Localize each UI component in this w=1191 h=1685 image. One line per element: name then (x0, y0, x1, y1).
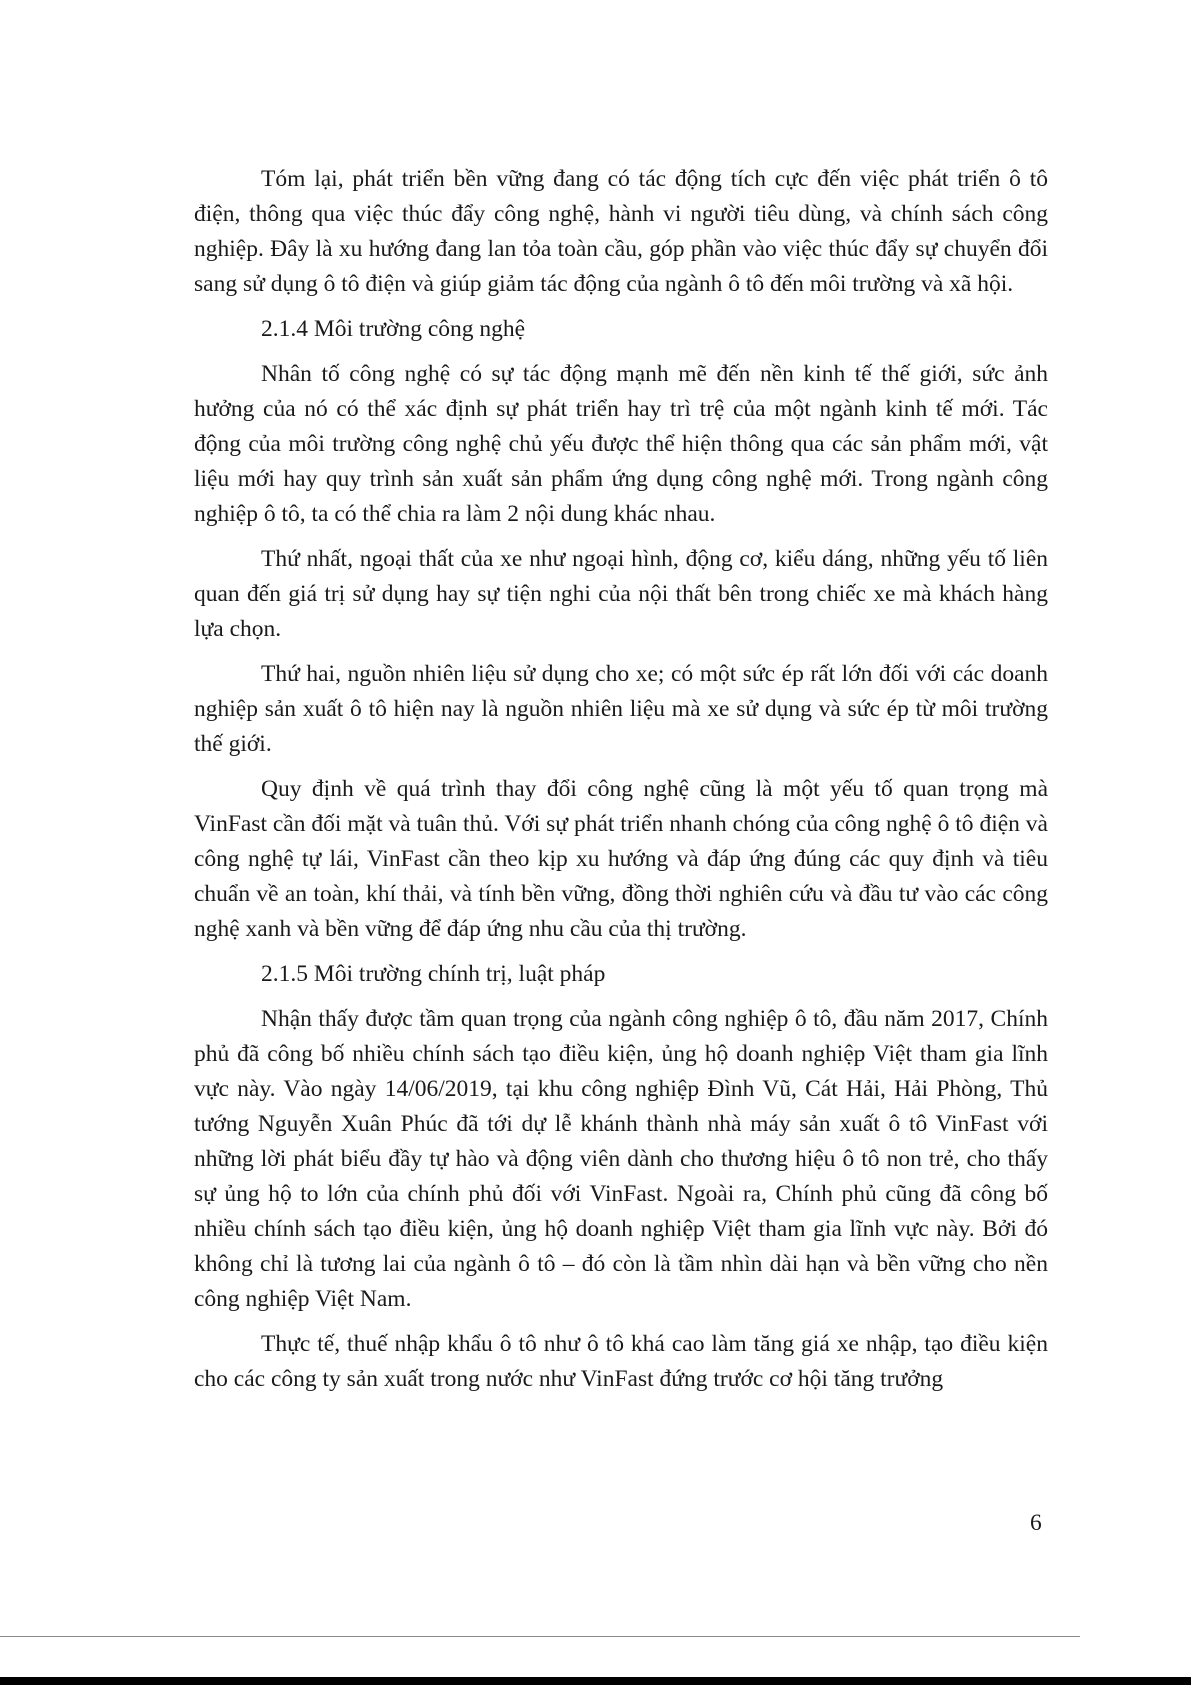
paragraph-first-point: Thứ nhất, ngoại thất của xe như ngoại hình, động cơ, kiểu dáng, những yếu tố liên quan đến giá trị sử dụng hay sự tiện nghi của nội thất bên trong chiếc xe mà khách hàng lựa chọn. (194, 546, 1048, 642)
section-heading-politics-law: 2.1.5 Môi trường chính trị, luật pháp (261, 961, 606, 987)
footer-divider (0, 1636, 1080, 1637)
paragraph-government-support: Nhận thấy được tầm quan trọng của ngành công nghiệp ô tô, đầu năm 2017, Chính phủ đã công bố nhiều chính sách tạo điều kiện, ủng hộ doanh nghiệp Việt tham gia lĩnh vực này. Vào ngày 14/06/2019, tại khu công nghiệp Đình Vũ, Cát Hải, Hải Phòng, Thủ tướng Nguyễn Xuân Phúc đã tới dự lễ khánh thành nhà máy sản xuất ô tô VinFast với những lời phát biểu đầy tự hào và động viên dành cho thương hiệu ô tô non trẻ, cho thấy sự ủng hộ to lớn của chính phủ đối với VinFast. Ngoài ra, Chính phủ cũng đã công bố nhiều chính sách tạo điều kiện, ủng hộ doanh nghiệp Việt tham gia lĩnh vực này. Bởi đó không chỉ là tương lai của ngành ô tô – đó còn là tầm nhìn dài hạn và bền vững cho nền công nghiệp Việt Nam. (194, 1006, 1048, 1312)
paragraph-import-tax: Thực tế, thuế nhập khẩu ô tô như ô tô khá cao làm tăng giá xe nhập, tạo điều kiện cho các công ty sản xuất trong nước như VinFast đứng trước cơ hội tăng trưởng (194, 1331, 1048, 1392)
section-heading-technology: 2.1.4 Môi trường công nghệ (261, 316, 526, 342)
paragraph-technology-factor: Nhân tố công nghệ có sự tác động mạnh mẽ đến nền kinh tế thế giới, sức ảnh hưởng của nó có thể xác định sự phát triển hay trì trệ của một ngành kinh tế mới. Tác động của môi trường công nghệ chủ yếu được thể hiện thông qua các sản phẩm mới, vật liệu mới hay quy trình sản xuất sản phẩm ứng dụng công nghệ mới. Trong ngành công nghiệp ô tô, ta có thể chia ra làm 2 nội dung khác nhau. (194, 361, 1048, 527)
bottom-edge-strip (0, 1677, 1191, 1685)
paragraph-summary: Tóm lại, phát triển bền vững đang có tác động tích cực đến việc phát triển ô tô điện, thông qua việc thúc đẩy công nghệ, hành vi người tiêu dùng, và chính sách công nghiệp. Đây là xu hướng đang lan tỏa toàn cầu, góp phần vào việc thúc đẩy sự chuyển đổi sang sử dụng ô tô điện và giúp giảm tác động của ngành ô tô đến môi trường và xã hội. (194, 166, 1048, 297)
page-body (194, 162, 1048, 1407)
paragraph-regulation: Quy định về quá trình thay đổi công nghệ cũng là một yếu tố quan trọng mà VinFast cần đối mặt và tuân thủ. Với sự phát triển nhanh chóng của công nghệ ô tô điện và công nghệ tự lái, VinFast cần theo kịp xu hướng và đáp ứng đúng các quy định và tiêu chuẩn về an toàn, khí thải, và tính bền vững, đồng thời nghiên cứu và đầu tư vào các công nghệ xanh và bền vững để đáp ứng nhu cầu của thị trường. (194, 776, 1048, 942)
page-number: 6 (1030, 1510, 1042, 1536)
paragraph-second-point: Thứ hai, nguồn nhiên liệu sử dụng cho xe; có một sức ép rất lớn đối với các doanh nghiệp sản xuất ô tô hiện nay là nguồn nhiên liệu mà xe sử dụng và sức ép từ môi trường thế giới. (194, 661, 1048, 757)
